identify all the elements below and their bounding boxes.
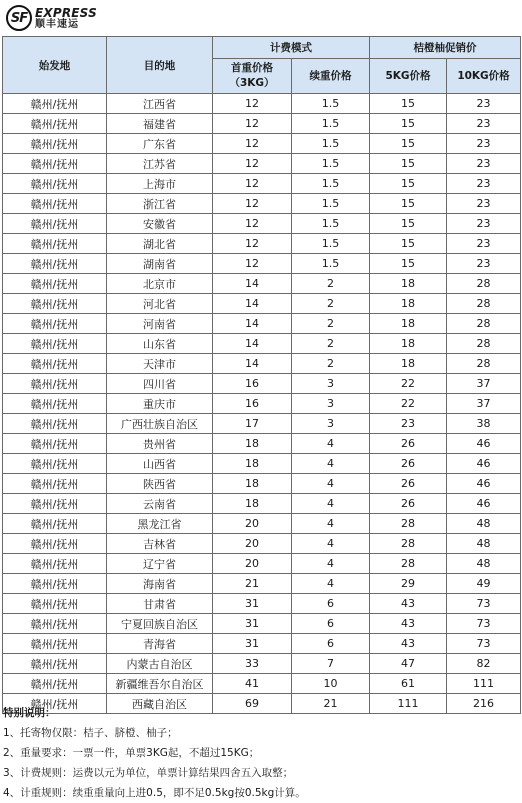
cell-price-10kg: 73: [447, 634, 521, 654]
header-price-10kg: 10KG价格: [447, 59, 521, 94]
cell-destination: 青海省: [107, 634, 213, 654]
cell-extra-weight: 1.5: [292, 94, 370, 114]
cell-first-weight: 21: [213, 574, 292, 594]
cell-price-10kg: 28: [447, 334, 521, 354]
cell-price-10kg: 23: [447, 174, 521, 194]
cell-price-10kg: 37: [447, 374, 521, 394]
cell-destination: 湖南省: [107, 254, 213, 274]
table-row: [3, 634, 521, 654]
cell-origin: 赣州/抚州: [3, 374, 107, 394]
cell-extra-weight: 6: [292, 614, 370, 634]
cell-first-weight: 12: [213, 234, 292, 254]
cell-destination: 西藏自治区: [107, 694, 213, 714]
cell-first-weight: 20: [213, 534, 292, 554]
cell-extra-weight: 7: [292, 654, 370, 674]
cell-destination: 上海市: [107, 174, 213, 194]
table-row: [3, 134, 521, 154]
cell-price-5kg: 23: [370, 414, 447, 434]
cell-destination: 浙江省: [107, 194, 213, 214]
cell-price-5kg: 18: [370, 274, 447, 294]
cell-price-5kg: 18: [370, 354, 447, 374]
table-row: [3, 254, 521, 274]
table-row: [3, 154, 521, 174]
cell-destination: 安徽省: [107, 214, 213, 234]
cell-price-5kg: 15: [370, 194, 447, 214]
cell-price-5kg: 43: [370, 594, 447, 614]
table-row: [3, 514, 521, 534]
cell-origin: 赣州/抚州: [3, 574, 107, 594]
cell-origin: 赣州/抚州: [3, 554, 107, 574]
cell-extra-weight: 4: [292, 534, 370, 554]
cell-first-weight: 17: [213, 414, 292, 434]
cell-extra-weight: 3: [292, 414, 370, 434]
cell-price-5kg: 22: [370, 394, 447, 414]
cell-first-weight: 31: [213, 594, 292, 614]
table-row: [3, 234, 521, 254]
cell-destination: 江苏省: [107, 154, 213, 174]
cell-origin: 赣州/抚州: [3, 534, 107, 554]
cell-price-10kg: 23: [447, 134, 521, 154]
cell-extra-weight: 1.5: [292, 114, 370, 134]
cell-origin: 赣州/抚州: [3, 94, 107, 114]
cell-price-10kg: 49: [447, 574, 521, 594]
cell-first-weight: 12: [213, 114, 292, 134]
cell-extra-weight: 4: [292, 514, 370, 534]
cell-destination: 山西省: [107, 454, 213, 474]
cell-origin: 赣州/抚州: [3, 674, 107, 694]
cell-price-5kg: 28: [370, 534, 447, 554]
cell-price-5kg: 28: [370, 554, 447, 574]
cell-destination: 广东省: [107, 134, 213, 154]
cell-extra-weight: 2: [292, 334, 370, 354]
cell-price-10kg: 23: [447, 234, 521, 254]
cell-destination: 云南省: [107, 494, 213, 514]
cell-extra-weight: 2: [292, 294, 370, 314]
logo-english: EXPRESS: [35, 5, 97, 20]
cell-price-5kg: 15: [370, 234, 447, 254]
cell-price-5kg: 15: [370, 254, 447, 274]
cell-origin: 赣州/抚州: [3, 154, 107, 174]
logo-text: [35, 7, 97, 30]
cell-origin: 赣州/抚州: [3, 654, 107, 674]
cell-destination: 北京市: [107, 274, 213, 294]
cell-price-10kg: 216: [447, 694, 521, 714]
cell-first-weight: 14: [213, 274, 292, 294]
table-row: [3, 194, 521, 214]
cell-price-10kg: 73: [447, 614, 521, 634]
cell-destination: 四川省: [107, 374, 213, 394]
cell-extra-weight: 3: [292, 394, 370, 414]
cell-extra-weight: 4: [292, 554, 370, 574]
cell-destination: 湖北省: [107, 234, 213, 254]
cell-price-5kg: 26: [370, 434, 447, 454]
cell-first-weight: 31: [213, 634, 292, 654]
cell-destination: 天津市: [107, 354, 213, 374]
cell-first-weight: 18: [213, 474, 292, 494]
rate-table-body: [3, 94, 521, 714]
cell-first-weight: 12: [213, 194, 292, 214]
table-row: [3, 294, 521, 314]
cell-origin: 赣州/抚州: [3, 694, 107, 714]
cell-price-5kg: 61: [370, 674, 447, 694]
cell-first-weight: 33: [213, 654, 292, 674]
cell-price-10kg: 46: [447, 434, 521, 454]
cell-extra-weight: 1.5: [292, 234, 370, 254]
cell-price-5kg: 111: [370, 694, 447, 714]
cell-destination: 重庆市: [107, 394, 213, 414]
cell-destination: 陕西省: [107, 474, 213, 494]
cell-first-weight: 12: [213, 154, 292, 174]
cell-origin: 赣州/抚州: [3, 334, 107, 354]
cell-price-10kg: 48: [447, 554, 521, 574]
table-row: [3, 454, 521, 474]
cell-origin: 赣州/抚州: [3, 174, 107, 194]
cell-first-weight: 31: [213, 614, 292, 634]
cell-price-5kg: 26: [370, 494, 447, 514]
cell-first-weight: 14: [213, 294, 292, 314]
header-price-5kg: 5KG价格: [370, 59, 447, 94]
cell-origin: 赣州/抚州: [3, 474, 107, 494]
header-destination: 目的地: [107, 37, 213, 94]
cell-origin: 赣州/抚州: [3, 414, 107, 434]
cell-first-weight: 18: [213, 434, 292, 454]
cell-extra-weight: 1.5: [292, 134, 370, 154]
header-extra-weight: 续重价格: [292, 59, 370, 94]
table-row: [3, 274, 521, 294]
cell-origin: 赣州/抚州: [3, 394, 107, 414]
cell-extra-weight: 10: [292, 674, 370, 694]
table-row: [3, 374, 521, 394]
cell-price-5kg: 18: [370, 334, 447, 354]
cell-destination: 海南省: [107, 574, 213, 594]
cell-first-weight: 20: [213, 554, 292, 574]
cell-extra-weight: 1.5: [292, 174, 370, 194]
cell-price-5kg: 43: [370, 634, 447, 654]
cell-price-5kg: 26: [370, 474, 447, 494]
cell-origin: 赣州/抚州: [3, 454, 107, 474]
logo-header: [0, 0, 522, 36]
cell-price-10kg: 23: [447, 94, 521, 114]
rate-table-header: [3, 37, 521, 94]
cell-extra-weight: 4: [292, 454, 370, 474]
cell-extra-weight: 1.5: [292, 214, 370, 234]
cell-price-10kg: 28: [447, 354, 521, 374]
cell-extra-weight: 4: [292, 494, 370, 514]
cell-extra-weight: 6: [292, 594, 370, 614]
cell-extra-weight: 2: [292, 274, 370, 294]
cell-destination: 贵州省: [107, 434, 213, 454]
cell-price-10kg: 73: [447, 594, 521, 614]
header-first-weight: 首重价格（3KG）: [213, 59, 292, 94]
cell-price-5kg: 15: [370, 214, 447, 234]
cell-extra-weight: 2: [292, 314, 370, 334]
cell-price-10kg: 23: [447, 214, 521, 234]
table-row: [3, 414, 521, 434]
table-row: [3, 94, 521, 114]
cell-destination: 河南省: [107, 314, 213, 334]
notes-title: 特别说明：: [3, 707, 56, 719]
cell-extra-weight: 2: [292, 354, 370, 374]
cell-extra-weight: 1.5: [292, 254, 370, 274]
cell-destination: 福建省: [107, 114, 213, 134]
cell-price-5kg: 15: [370, 174, 447, 194]
cell-extra-weight: 3: [292, 374, 370, 394]
cell-first-weight: 16: [213, 374, 292, 394]
cell-origin: 赣州/抚州: [3, 254, 107, 274]
cell-destination: 内蒙古自治区: [107, 654, 213, 674]
cell-first-weight: 12: [213, 94, 292, 114]
header-promo-group: 桔橙柚促销价: [370, 37, 521, 59]
note-item: 2、重量要求：一票一件，单票3KG起，不超过15KG；: [3, 747, 260, 759]
note-item: 3、计费规则：运费以元为单位，单票计算结果四舍五入取整；: [3, 767, 294, 779]
table-row: [3, 574, 521, 594]
note-item: 4、计重规则：续重重量向上进0.5，即不足0.5kg按0.5kg计算。: [3, 787, 306, 799]
cell-origin: 赣州/抚州: [3, 214, 107, 234]
cell-price-5kg: 28: [370, 514, 447, 534]
cell-extra-weight: 21: [292, 694, 370, 714]
cell-origin: 赣州/抚州: [3, 594, 107, 614]
cell-first-weight: 12: [213, 174, 292, 194]
cell-first-weight: 18: [213, 454, 292, 474]
special-notes: [3, 703, 518, 803]
note-item: 1、托寄物仅限：桔子、脐橙、柚子；: [3, 727, 178, 739]
cell-price-10kg: 82: [447, 654, 521, 674]
cell-first-weight: 12: [213, 134, 292, 154]
cell-destination: 江西省: [107, 94, 213, 114]
cell-first-weight: 14: [213, 314, 292, 334]
table-row: [3, 594, 521, 614]
cell-destination: 山东省: [107, 334, 213, 354]
cell-origin: 赣州/抚州: [3, 514, 107, 534]
table-row: [3, 474, 521, 494]
cell-price-10kg: 23: [447, 114, 521, 134]
table-row: [3, 554, 521, 574]
cell-price-10kg: 23: [447, 194, 521, 214]
cell-price-5kg: 29: [370, 574, 447, 594]
table-row: [3, 434, 521, 454]
cell-destination: 吉林省: [107, 534, 213, 554]
cell-extra-weight: 4: [292, 434, 370, 454]
cell-origin: 赣州/抚州: [3, 634, 107, 654]
cell-first-weight: 69: [213, 694, 292, 714]
cell-price-10kg: 38: [447, 414, 521, 434]
cell-origin: 赣州/抚州: [3, 314, 107, 334]
cell-origin: 赣州/抚州: [3, 234, 107, 254]
cell-price-10kg: 48: [447, 514, 521, 534]
table-row: [3, 314, 521, 334]
cell-price-5kg: 43: [370, 614, 447, 634]
table-row: [3, 654, 521, 674]
cell-price-5kg: 18: [370, 294, 447, 314]
table-row: [3, 394, 521, 414]
table-row: [3, 674, 521, 694]
cell-price-10kg: 23: [447, 154, 521, 174]
table-row: [3, 354, 521, 374]
cell-origin: 赣州/抚州: [3, 494, 107, 514]
header-billing-group: 计费模式: [213, 37, 370, 59]
cell-first-weight: 14: [213, 354, 292, 374]
cell-price-5kg: 18: [370, 314, 447, 334]
cell-origin: 赣州/抚州: [3, 354, 107, 374]
table-row: [3, 114, 521, 134]
cell-first-weight: 12: [213, 254, 292, 274]
cell-first-weight: 20: [213, 514, 292, 534]
cell-price-10kg: 46: [447, 454, 521, 474]
cell-extra-weight: 4: [292, 574, 370, 594]
cell-origin: 赣州/抚州: [3, 294, 107, 314]
cell-first-weight: 16: [213, 394, 292, 414]
cell-price-5kg: 26: [370, 454, 447, 474]
logo-chinese: 顺丰速运: [35, 18, 79, 30]
cell-price-10kg: 23: [447, 254, 521, 274]
rate-table: [2, 36, 521, 714]
cell-destination: 宁夏回族自治区: [107, 614, 213, 634]
cell-destination: 黑龙江省: [107, 514, 213, 534]
cell-destination: 河北省: [107, 294, 213, 314]
table-row: [3, 494, 521, 514]
cell-price-5kg: 15: [370, 94, 447, 114]
cell-origin: 赣州/抚州: [3, 614, 107, 634]
cell-extra-weight: 1.5: [292, 154, 370, 174]
cell-destination: 辽宁省: [107, 554, 213, 574]
table-row: [3, 174, 521, 194]
cell-extra-weight: 6: [292, 634, 370, 654]
cell-price-5kg: 22: [370, 374, 447, 394]
cell-origin: 赣州/抚州: [3, 194, 107, 214]
cell-destination: 广西壮族自治区: [107, 414, 213, 434]
cell-origin: 赣州/抚州: [3, 134, 107, 154]
cell-price-10kg: 46: [447, 494, 521, 514]
cell-price-5kg: 47: [370, 654, 447, 674]
cell-price-10kg: 46: [447, 474, 521, 494]
cell-first-weight: 12: [213, 214, 292, 234]
cell-first-weight: 41: [213, 674, 292, 694]
cell-price-10kg: 28: [447, 314, 521, 334]
cell-price-10kg: 37: [447, 394, 521, 414]
cell-price-5kg: 15: [370, 114, 447, 134]
cell-price-10kg: 28: [447, 274, 521, 294]
cell-price-5kg: 15: [370, 134, 447, 154]
cell-price-10kg: 28: [447, 294, 521, 314]
cell-extra-weight: 4: [292, 474, 370, 494]
header-origin: 始发地: [3, 37, 107, 94]
table-row: [3, 614, 521, 634]
cell-origin: 赣州/抚州: [3, 434, 107, 454]
table-row: [3, 534, 521, 554]
cell-extra-weight: 1.5: [292, 194, 370, 214]
cell-price-10kg: 111: [447, 674, 521, 694]
cell-origin: 赣州/抚州: [3, 114, 107, 134]
table-row: [3, 214, 521, 234]
sf-logo-icon: SF: [6, 5, 32, 31]
cell-price-5kg: 15: [370, 154, 447, 174]
table-row: [3, 334, 521, 354]
cell-first-weight: 14: [213, 334, 292, 354]
cell-price-10kg: 48: [447, 534, 521, 554]
cell-destination: 甘肃省: [107, 594, 213, 614]
cell-destination: 新疆维吾尔自治区: [107, 674, 213, 694]
cell-first-weight: 18: [213, 494, 292, 514]
cell-origin: 赣州/抚州: [3, 274, 107, 294]
